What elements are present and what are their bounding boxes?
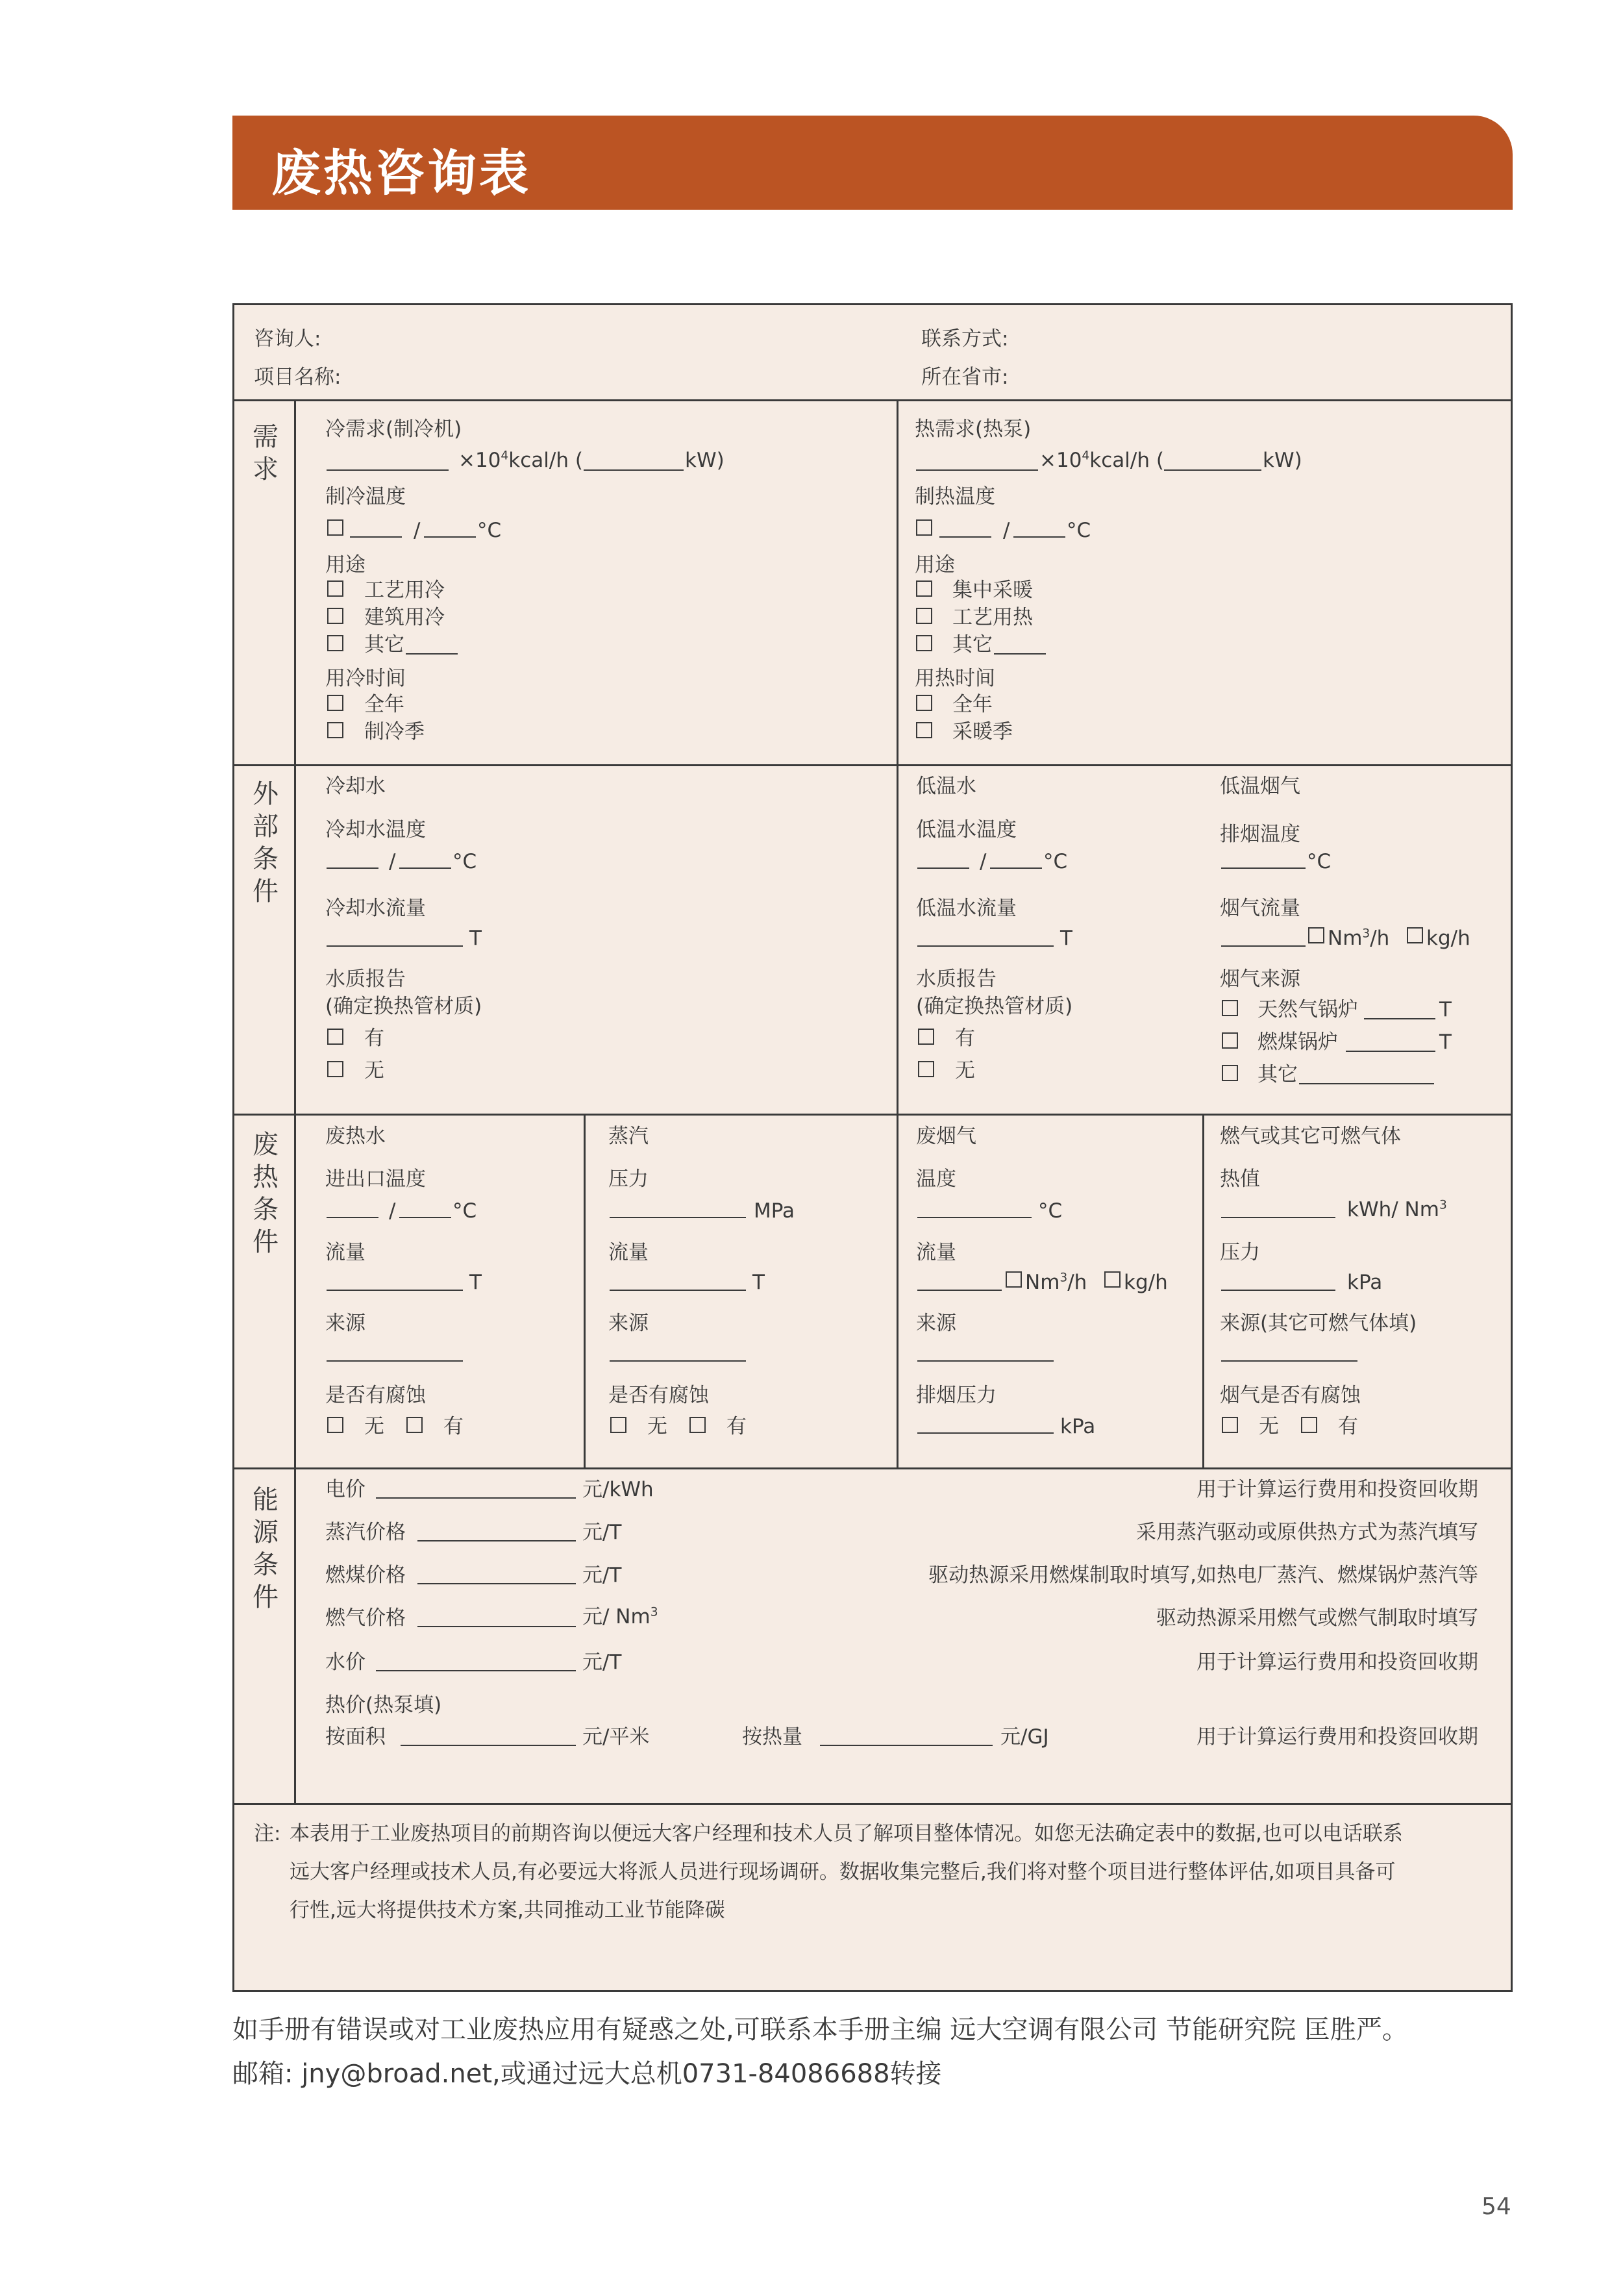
nm3h-unit: Nm$^3$/h [1025,1271,1087,1294]
gas-pressure-label: 压力 [1220,1241,1260,1264]
corrosion-yes-checkbox[interactable] [406,1417,423,1433]
column-divider [584,1114,586,1467]
gas-pressure-field[interactable] [1221,1290,1335,1291]
report-yes-label: 有 [955,1027,975,1050]
use-process-heating-label: 工艺用热 [952,606,1033,629]
report-yes-checkbox[interactable] [918,1029,934,1045]
cooling-kw-field[interactable] [584,469,684,471]
electricity-price-note: 用于计算运行费用和投资回收期 [1196,1478,1478,1501]
cooling-water-title: 冷却水 [325,775,386,798]
src-coal-boiler-checkbox[interactable] [1222,1032,1238,1049]
degree-unit: °C [452,1199,477,1223]
corrosion-yes-label: 有 [1338,1415,1358,1438]
row-divider [234,399,1511,401]
use-central-heating-checkbox[interactable] [916,580,932,597]
use-other-field[interactable] [994,653,1046,655]
time-cooling-season-label: 制冷季 [364,720,425,743]
cooling-temp-out-field[interactable] [424,536,476,538]
low-temp-water-flow-field[interactable] [917,945,1054,947]
cooling-demand-title: 冷需求(制冷机) [325,418,462,441]
src-coal-boiler-label: 燃煤锅炉 [1258,1030,1338,1054]
steam-price-label: 蒸汽价格 [325,1521,406,1544]
exhaust-pressure-field[interactable] [917,1432,1054,1434]
electricity-price-label: 电价 [325,1478,365,1501]
water-report-note: (确定换热管材质) [325,995,482,1018]
by-heat-unit: 元/GJ [1000,1725,1049,1749]
low-temp-water-temp-label: 低温水温度 [916,818,1017,842]
cooling-kw-unit: kW) [685,449,725,472]
corrosion-label: 是否有腐蚀 [325,1384,426,1407]
section-external: 外部条件 [253,779,279,906]
heat-price-label: 热价(热泵填) [325,1693,442,1717]
coal-price-label: 燃煤价格 [325,1564,406,1587]
coal-price-field[interactable] [417,1583,576,1584]
heating-capacity-field[interactable] [916,469,1038,471]
cooling-time-label: 用冷时间 [325,667,406,690]
exhaust-pressure-label: 排烟压力 [916,1384,997,1407]
waste-water-source-field[interactable] [327,1360,463,1362]
degree-unit: °C [1307,850,1332,873]
project-name-label: 项目名称: [254,366,341,389]
footer-contact-line: 如手册有错误或对工业废热应用有疑惑之处,可联系本手册主编 远大空调有限公司 节能研究院 匡胜严。 [232,2015,1408,2045]
t-unit: T [1439,1030,1452,1054]
steam-flow-field[interactable] [610,1290,746,1291]
degree-unit: °C [1043,850,1068,873]
water-report-note: (确定换热管材质) [916,995,1073,1018]
time-heating-season-checkbox[interactable] [916,722,932,738]
slash-text: / [389,850,396,873]
waste-flue-temp-label: 温度 [916,1167,956,1191]
time-allyear-checkbox[interactable] [327,695,343,711]
report-no-checkbox[interactable] [327,1061,343,1077]
gas-title: 燃气或其它可燃气体 [1220,1125,1401,1148]
heating-use-label: 用途 [915,553,955,577]
row-divider [234,1114,1511,1116]
heat-value-label: 热值 [1220,1167,1260,1191]
province-label: 所在省市: [921,366,1009,389]
pressure-unit: kPa [1347,1271,1383,1294]
waste-flue-nm3h-checkbox[interactable] [1006,1271,1022,1288]
cooling-use-label: 用途 [325,553,365,577]
src-natural-gas-boiler-field[interactable] [1364,1018,1435,1019]
slash-text: / [414,519,421,542]
heating-kw-unit: kW) [1263,449,1302,472]
cooling-water-flow-field[interactable] [327,945,463,947]
waste-water-flow-field[interactable] [327,1290,463,1291]
time-allyear-label: 全年 [364,693,404,716]
waste-heat-consultation-form [232,303,1513,1992]
heating-capacity-unit: $\times 10^4kcal/h$ ( [1039,449,1164,472]
report-yes-checkbox[interactable] [327,1029,343,1045]
flue-corrosion-label: 烟气是否有腐蚀 [1220,1384,1361,1407]
report-no-label: 无 [955,1059,975,1082]
report-no-checkbox[interactable] [918,1061,934,1077]
heating-temp-checkbox[interactable] [916,519,932,536]
time-allyear-checkbox[interactable] [916,695,932,711]
contact-label: 联系方式: [921,327,1009,351]
time-heating-season-label: 采暖季 [952,720,1013,743]
steam-price-note: 采用蒸汽驱动或原供热方式为蒸汽填写 [1136,1521,1478,1544]
gas-price-unit: 元/ Nm$^3$ [582,1605,658,1628]
waste-flue-flow-field[interactable] [917,1290,1002,1291]
heat-value-unit: kWh/ Nm$^3$ [1347,1198,1447,1221]
corrosion-no-checkbox[interactable] [610,1417,626,1433]
heat-price-note: 用于计算运行费用和投资回收期 [1196,1725,1478,1749]
flow-unit: T [469,1271,482,1294]
use-other-checkbox[interactable] [327,635,343,651]
low-temp-water-temp-in-field[interactable] [917,867,969,869]
water-report-label: 水质报告 [325,967,406,991]
water-report-label: 水质报告 [916,967,997,991]
cooling-capacity-unit: $\times 10^4kcal/h$ ( [458,449,583,472]
low-temp-water-flow-label: 低温水流量 [916,897,1017,920]
column-divider [897,399,898,1467]
inlet-temp-field[interactable] [327,1217,378,1218]
by-area-field[interactable] [401,1745,576,1746]
waste-flue-source-field[interactable] [917,1360,1054,1362]
coal-price-note: 驱动热源采用燃煤制取时填写,如热电厂蒸汽、燃煤锅炉蒸汽等 [928,1564,1478,1587]
page-title: 废热咨询表 [271,144,531,202]
corrosion-no-label: 无 [1259,1415,1279,1438]
corrosion-yes-checkbox[interactable] [689,1417,706,1433]
row-divider [234,1803,1511,1805]
src-other-field[interactable] [1299,1083,1434,1084]
slash-text: / [389,1199,396,1223]
nm3h-unit: Nm$^3$/h [1328,927,1390,950]
corrosion-no-checkbox[interactable] [1222,1417,1238,1433]
consultant-label: 咨询人: [254,327,321,351]
flue-kgh-checkbox[interactable] [1407,927,1423,943]
heating-temp-out-field[interactable] [1013,536,1065,538]
steam-pressure-field[interactable] [610,1217,746,1218]
flue-flow-label: 烟气流量 [1220,897,1300,920]
corrosion-label: 是否有腐蚀 [608,1384,709,1407]
corrosion-yes-checkbox[interactable] [1301,1417,1317,1433]
electricity-price-field[interactable] [376,1497,576,1499]
steam-title: 蒸汽 [608,1125,649,1148]
by-area-label: 按面积 [325,1725,386,1749]
column-divider [1202,1114,1204,1467]
use-other-label: 其它 [364,633,404,656]
exhaust-temp-label: 排烟温度 [1220,823,1300,846]
kgh-unit: kg/h [1124,1271,1168,1294]
note-line-3: 行性,远大将提供技术方案,共同推动工业节能降碳 [290,1899,725,1922]
heat-value-field[interactable] [1221,1217,1335,1218]
steam-price-unit: 元/T [582,1521,622,1544]
degree-unit: °C [477,519,502,542]
note-prefix: 注: [254,1822,281,1845]
electricity-price-unit: 元/kWh [582,1478,654,1501]
cooling-temp-label: 制冷温度 [325,485,406,508]
row-divider [234,764,1511,766]
steam-source-label: 来源 [608,1312,649,1335]
waste-flue-source-label: 来源 [916,1312,956,1335]
gas-source-label: 来源(其它可燃气体填) [1220,1312,1417,1335]
use-process-cooling-label: 工艺用冷 [364,579,445,602]
gas-price-note: 驱动热源采用燃气或燃气制取时填写 [1156,1606,1478,1630]
cooling-water-temp-in-field[interactable] [327,867,378,869]
waste-water-title: 废热水 [325,1125,386,1148]
degree-unit: °C [1067,519,1091,542]
outlet-temp-field[interactable] [399,1217,451,1218]
src-coal-boiler-field[interactable] [1346,1051,1435,1052]
heating-temp-in-field[interactable] [939,536,991,538]
coal-price-unit: 元/T [582,1564,622,1587]
heating-time-label: 用热时间 [915,667,995,690]
note-line-1: 本表用于工业废热项目的前期咨询以便远大客户经理和技术人员了解项目整体情况。如您无法确定表中的数据,也可以电话联系 [290,1822,1403,1845]
page-number: 54 [1481,2193,1511,2220]
by-area-unit: 元/平米 [582,1725,650,1749]
use-other-checkbox[interactable] [916,635,932,651]
use-other-label: 其它 [952,633,993,656]
water-price-label: 水价 [325,1651,365,1674]
waste-flue-temp-field[interactable] [917,1217,1032,1218]
exhaust-temp-field[interactable] [1221,867,1306,869]
slash-text: / [1003,519,1010,542]
waste-flue-title: 废烟气 [916,1125,976,1148]
slash-text: / [980,850,987,873]
section-energy: 能源条件 [253,1485,279,1612]
inlet-outlet-temp-label: 进出口温度 [325,1167,426,1191]
low-temp-flue-title: 低温烟气 [1220,775,1300,798]
by-heat-label: 按热量 [742,1725,802,1749]
heating-temp-label: 制热温度 [915,485,995,508]
section-demand: 需求 [253,422,279,484]
pressure-unit: MPa [754,1199,795,1223]
degree-unit: °C [452,850,477,873]
steam-price-field[interactable] [417,1540,576,1541]
waste-water-flow-label: 流量 [325,1241,365,1264]
kgh-unit: kg/h [1426,927,1470,950]
flue-flow-field[interactable] [1221,945,1306,947]
waste-water-source-label: 来源 [325,1312,365,1335]
footer-email-line: 邮箱: jny@broad.net,或通过远大总机0731-84086688转接 [232,2059,942,2089]
use-central-heating-label: 集中采暖 [952,579,1033,602]
flue-nm3h-checkbox[interactable] [1308,927,1324,943]
use-other-field[interactable] [406,653,458,655]
pressure-unit: kPa [1060,1415,1096,1438]
t-unit: T [1439,998,1452,1021]
cooling-water-flow-label: 冷却水流量 [325,897,426,920]
title-banner [232,116,1513,210]
corrosion-yes-label: 有 [726,1415,747,1438]
low-temp-water-title: 低温水 [916,775,976,798]
note-line-2: 远大客户经理或技术人员,有必要远大将派人员进行现场调研。数据收集完整后,我们将对整个项目进行整体评估,如项目具备可 [290,1860,1396,1884]
cooling-capacity-field[interactable] [327,469,449,471]
gas-price-field[interactable] [417,1626,576,1627]
by-heat-field[interactable] [820,1745,993,1746]
steam-flow-label: 流量 [608,1241,649,1264]
heating-demand-title: 热需求(热泵) [915,418,1032,441]
src-natural-gas-boiler-label: 天然气锅炉 [1258,998,1358,1021]
corrosion-yes-label: 有 [443,1415,464,1438]
section-waste-heat: 废热条件 [253,1130,279,1257]
water-price-field[interactable] [376,1670,576,1671]
flow-unit: T [752,1271,765,1294]
flue-source-label: 烟气来源 [1220,967,1300,991]
corrosion-no-label: 无 [364,1415,384,1438]
degree-unit: °C [1038,1199,1063,1223]
cooling-water-temp-label: 冷却水温度 [325,818,426,842]
waste-flue-kgh-checkbox[interactable] [1104,1271,1121,1288]
corrosion-no-label: 无 [647,1415,667,1438]
row-divider [234,1467,1511,1469]
water-price-note: 用于计算运行费用和投资回收期 [1196,1651,1478,1674]
time-allyear-label: 全年 [952,693,993,716]
steam-source-field[interactable] [610,1360,746,1362]
gas-price-label: 燃气价格 [325,1606,406,1630]
use-building-cooling-checkbox[interactable] [327,608,343,624]
use-process-cooling-checkbox[interactable] [327,580,343,597]
heating-kw-field[interactable] [1164,469,1261,471]
use-process-heating-checkbox[interactable] [916,608,932,624]
use-building-cooling-label: 建筑用冷 [364,606,445,629]
src-other-label: 其它 [1258,1063,1298,1086]
waste-flue-flow-label: 流量 [916,1241,956,1264]
report-yes-label: 有 [364,1027,384,1050]
flow-unit: T [469,927,482,950]
report-no-label: 无 [364,1059,384,1082]
corrosion-no-checkbox[interactable] [327,1417,343,1433]
cooling-water-temp-out-field[interactable] [399,867,451,869]
gas-source-field[interactable] [1221,1360,1357,1362]
steam-pressure-label: 压力 [608,1167,649,1191]
flow-unit: T [1060,927,1072,950]
src-natural-gas-boiler-checkbox[interactable] [1222,1000,1238,1016]
low-temp-water-temp-out-field[interactable] [990,867,1042,869]
cooling-temp-in-field[interactable] [350,536,402,538]
src-other-checkbox[interactable] [1222,1065,1238,1081]
section-label-divider [294,399,296,1803]
cooling-temp-checkbox[interactable] [327,519,343,536]
water-price-unit: 元/T [582,1651,622,1674]
time-cooling-season-checkbox[interactable] [327,722,343,738]
